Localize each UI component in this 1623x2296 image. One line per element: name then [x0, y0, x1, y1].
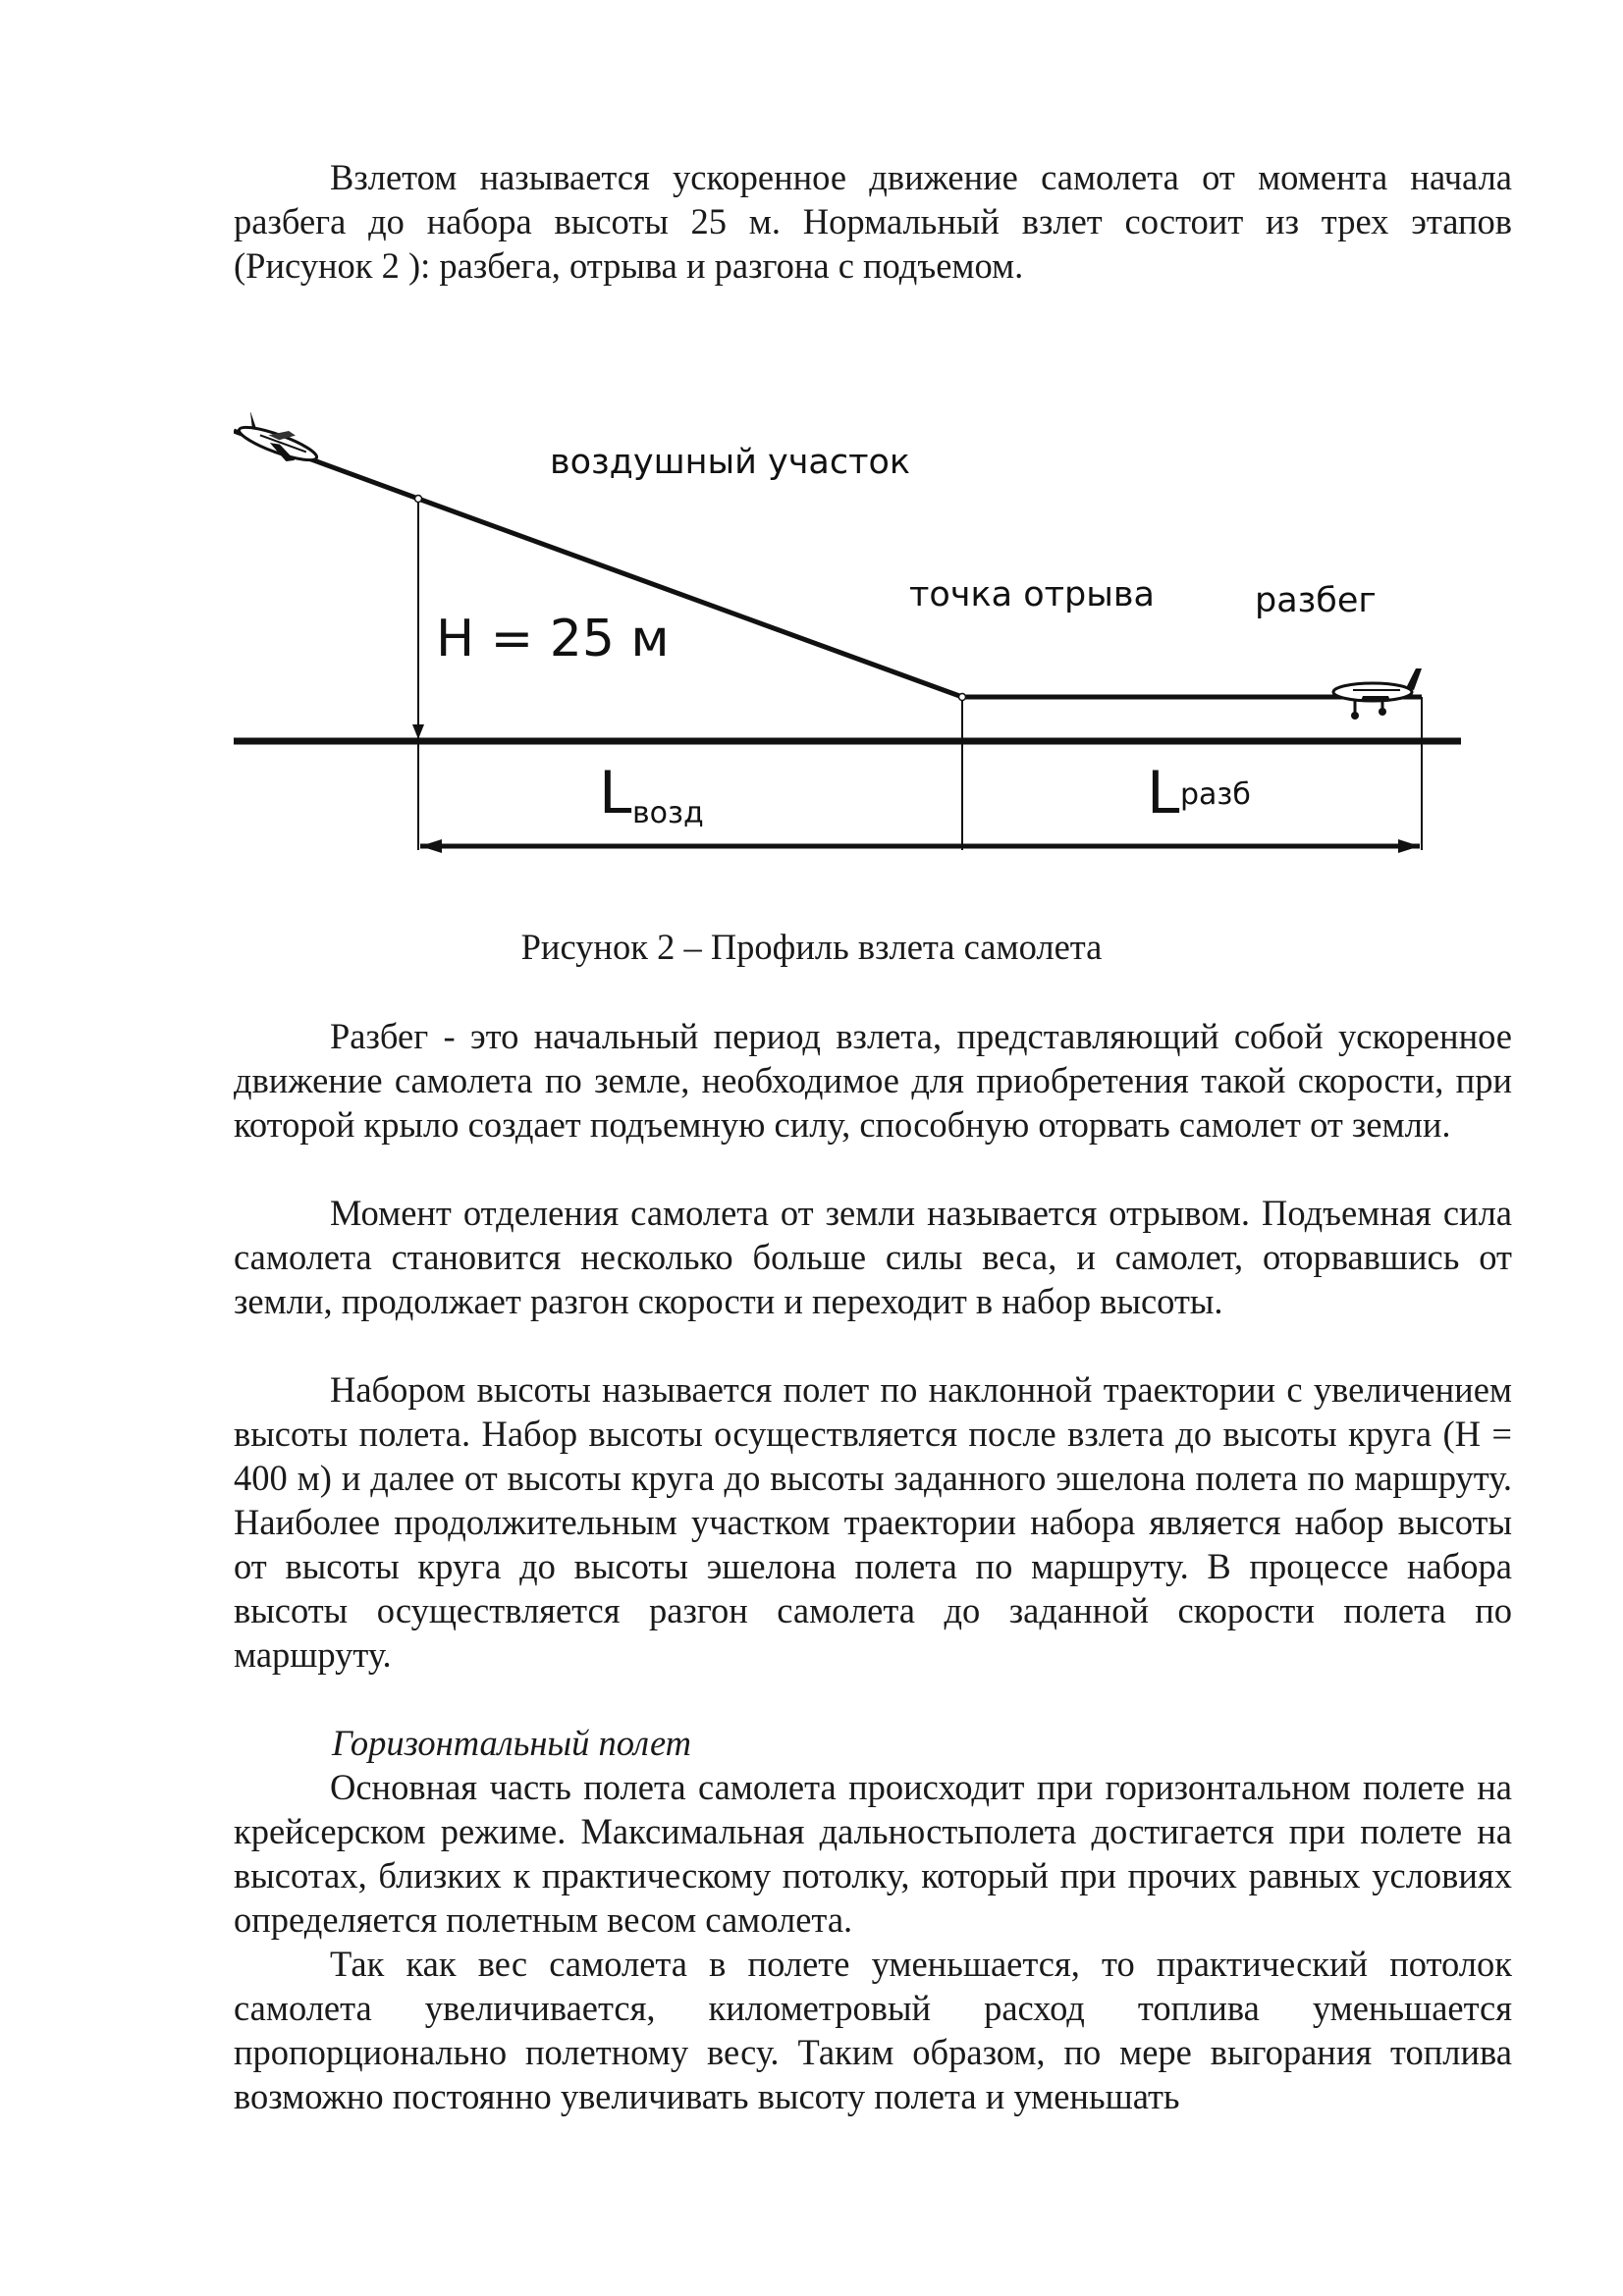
figure-caption: Рисунок 2 – Профиль взлета самолета — [520, 927, 1103, 967]
distance-arrow-left — [420, 839, 442, 853]
label-air-segment: воздушный участок — [550, 443, 911, 482]
airplane-on-ground-icon — [1333, 668, 1422, 720]
airplane-climbing-icon — [235, 412, 324, 471]
label-l-run: L — [1147, 759, 1180, 828]
paragraph-cruise: Основная часть полета самолета происходит при горизонтальном полете на крейсерском режиме. Максимальная дальностьполета достигается при полете на высотах, близких к практическому потолку, который при прочих равных условиях определяется полетным весом самолета. — [234, 1767, 1512, 1940]
paragraph-takeoff-run: Разбег - это начальный период взлета, представляющий собой ускоренное движение самолета по земле, необходимое для приобретения такой скорости, при которой крыло создает подъемную силу, способную оторвать самолет от земли. — [234, 1016, 1512, 1145]
label-l-air: L — [599, 759, 632, 828]
label-l-air-subscript: возд — [632, 796, 704, 830]
label-height: Н = 25 м — [436, 610, 670, 668]
climb-end-point — [415, 496, 422, 503]
paragraph-takeoff-definition: Взлетом называется ускоренное движение самолета от момента начала разбега до набора высоты 25 м. Нормальный взлет состоит из трех этапов (Рисунок 2 ): разбега, отрыва и разгона с подъемом. — [234, 157, 1512, 286]
height-arrow-head — [412, 724, 424, 739]
paragraph-climb: Набором высоты называется полет по наклонной траектории с увеличением высоты полета. Набор высоты осуществляется после взлета до высоты круга (Н = 400 м) и далее от высоты круга до высоты заданного эшелона полета по маршруту. Наиболее продолжительным участком траектории набора является набор высоты от высоты круга до высоты эшелона полета по маршруту. В процессе набора высоты осуществляется разгон самолета до заданной скорости полета по маршруту. — [234, 1369, 1512, 1675]
paragraph-ceiling: Так как вес самолета в полете уменьшается, то практический потолок самолета увеличивается, километровый расход топлива уменьшается пропорционально полетному весу. Таким образом, по мере выгорания топлива возможно постоянно увеличивать высоту полета и уменьшать — [234, 1944, 1512, 2116]
liftoff-point — [959, 694, 966, 701]
label-l-run-subscript: разб — [1180, 777, 1251, 812]
paragraph-liftoff: Момент отделения самолета от земли называется отрывом. Подъемная сила самолета становится несколько больше силы веса, и самолет, оторвавшись от земли, продолжает разгон скорости и переходит в набор высоты. — [234, 1193, 1512, 1321]
label-takeoff-run: разбег — [1255, 581, 1377, 620]
takeoff-profile-figure — [234, 412, 1463, 918]
section-heading-horizontal-flight: Горизонтальный полет — [332, 1723, 692, 1763]
label-liftoff-point: точка отрыва — [909, 575, 1155, 614]
distance-arrow-right — [1398, 839, 1420, 853]
